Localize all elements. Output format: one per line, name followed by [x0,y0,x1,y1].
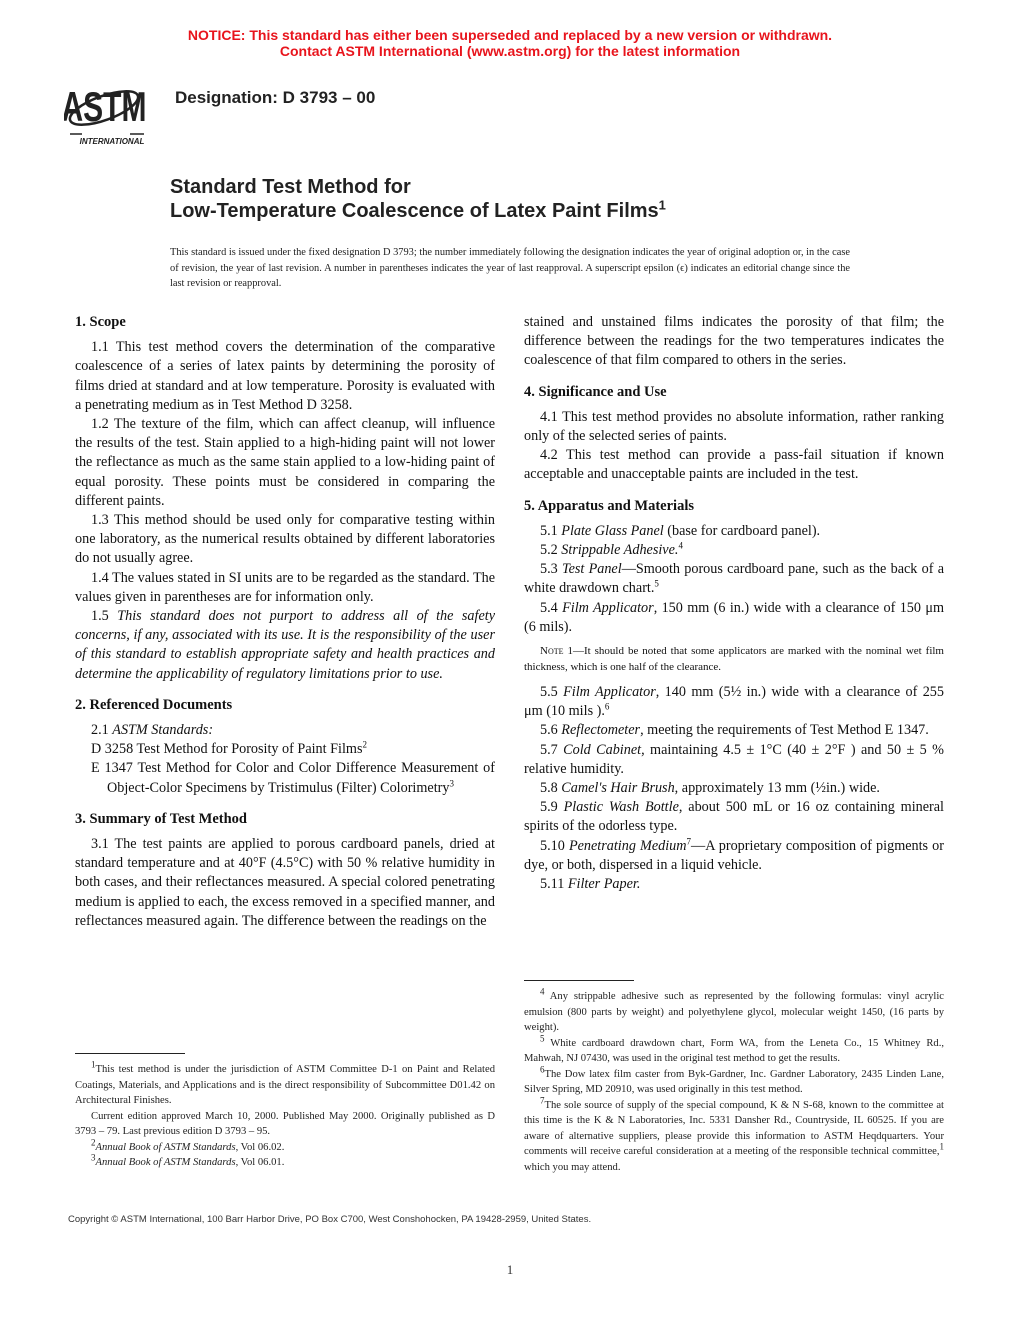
apparatus-5-6: 5.6 Reflectometer, meeting the requirements of Test Method E 1347. [540,722,929,739]
footnote-5: $^5$ White cardboard drawdown chart, Form WA, from the Leneta Co., 15 Whitney Rd., Mahwah, NJ 07430, was used in the original test method to get the results. [524,1032,944,1064]
paragraph-3-1: 3.1 The test paints are applied to porous cardboard panels, dried at standard temperature and at 40°F (4.5°C) with 50 % relative humidity in both cases, and their reflectances measured. A special colored penetrating medium is applied to each, the excess removed in a specified manner, and reflectances measured again. The difference between the readings on the [75,836,495,929]
apparatus-5-8: 5.8 Camel's Hair Brush, approximately 13 mm (½in.) wide. [540,780,880,797]
footnote-divider-right [524,980,634,981]
footnotes-right [524,986,944,1175]
svg-text:INTERNATIONAL: INTERNATIONAL [79,137,145,146]
footnote-3: $^3$Annual Book of ASTM Standards, Vol 06.01. [91,1152,285,1168]
paragraph-1-3: 1.3 This method should be used only for comparative testing within one laboratory, as the numerical results obtained by different laboratories do not usually agree. [75,512,495,567]
astm-international-logo-icon [64,76,160,148]
issued-statement: This standard is issued under the fixed designation D 3793; the number immediately following the designation indicates the year of original adoption or, in the case of revision, the year of last revision. A number in parentheses indicates the year of last reapproval. A superscript epsilon (ϵ) indicates an editorial change since the last revision or reapproval. [170,247,851,289]
section-heading-summary: 3. Summary of Test Method [75,810,247,827]
apparatus-5-9: 5.9 Plastic Wash Bottle, about 500 mL or 16 oz containing mineral spirits of the odorless type. [524,799,945,835]
section-heading-scope: 1. Scope [75,314,126,330]
paragraph-4-2: 4.2 This test method can provide a pass-fail situation if known acceptable and unacceptable paints are included in the test. [524,447,944,483]
paragraph-3-1-continued: stained and unstained films indicates the porosity of that film; the difference between the readings for the two temperatures indicates the coalescence of that film compared to others in the series. [524,314,944,369]
footnote-2: $^2$Annual Book of ASTM Standards, Vol 06.02. [91,1136,285,1153]
paragraph-1-5: 1.5 This standard does not purport to address all of the safety concerns, if any, associated with its use. It is the responsibility of the user of this standard to establish appropriate safety and health practices and determine the applicability of regulatory limitations prior to use. [75,608,495,682]
paragraph-1-4: 1.4 The values stated in SI units are to be regarded as the standard. The values given in parentheses are for information only. [75,569,495,605]
apparatus-5-3: 5.3 Test Panel—Smooth porous cardboard pane, such as the back of a white drawdown chart.$^5$ [524,561,944,597]
footnote-divider-left [75,1053,185,1054]
apparatus-5-2: 5.2 Strippable Adhesive.$^4$ [540,540,683,559]
apparatus-5-1: 5.1 Plate Glass Panel (base for cardboard panel). [540,522,821,539]
supersession-notice [0,27,1020,59]
section-heading-apparatus: 5. Apparatus and Materials [524,497,694,514]
paragraph-2-1: 2.1 ASTM Standards: [91,722,214,739]
footnote-7: $^7$The sole source of supply of the special compound, K & N S-68, known to the committee at this time is the K & N Laboratories, Inc. 5331 Dansher Rd., Countryside, IL 60525. If you are aware of alternative suppliers, please provide this information to ASTM Heqdquarters. Your comments will receive careful consideration at a meeting of the responsible technical committee,$^1$ which you may attend. [524,1094,944,1173]
apparatus-5-11: 5.11 Filter Paper. [540,876,641,893]
apparatus-5-7: 5.7 Cold Cabinet, maintaining 4.5 ± 1°C (40 ± 2°F ) and 50 ± 5 % relative humidity. [524,741,944,777]
paragraph-1-1: 1.1 This test method covers the determination of the comparative coalescence of a series of latex paints by determining the porosity of films dried at standard and at low temperature. Porosity is evaluated with a penetrating medium as in Test Method D 3258. [75,339,495,413]
title-line-2: Low-Temperature Coalescence of Latex Paint Films$^1$ [170,197,666,222]
title-line-1: Standard Test Method for [170,176,411,198]
reference-e1347: E 1347 Test Method for Color and Color Difference Measurement of Object-Color Specimens by Tristimulus (Filter) Colorimetry$^3$ [91,760,495,796]
left-column [75,313,495,931]
footnote-6: $^6$The Dow latex film caster from Byk-Gardner, Inc. Gardner Laboratory, 2435 Linden Lane, Silver Spring, MD 20910, was used originally in this test method. [524,1063,944,1095]
reference-d3258: D 3258 Test Method for Porosity of Paint Films$^2$ [91,739,367,758]
notice-line-1: NOTICE: This standard has either been superseded and replaced by a new version or withdrawn. [187,27,833,43]
page-number: 1 [506,1262,514,1277]
designation: Designation: D 3793 – 00 [175,88,376,107]
apparatus-5-10: 5.10 Penetrating Medium$^7$—A proprietary composition of pigments or dye, or both, dispersed in a liquid vehicle. [524,835,944,873]
paragraph-4-1: 4.1 This test method provides no absolute information, rather ranking only of the selected series of paints. [524,408,944,445]
apparatus-5-4: 5.4 Film Applicator, 150 mm (6 in.) wide with a clearance of 150 μm (6 mils). [524,599,944,635]
paragraph-1-2: 1.2 The texture of the film, which can affect cleanup, will influence the results of the test. Stain applied to a high-hiding paint will not lower the reflectance as much as the same stain applied to a low-hiding paint of equal porosity. These points must be considered in comparing the different paints. [75,416,495,509]
footnote-4: $^4$ Any strippable adhesive such as represented by the following formulas: vinyl acrylic emulsion (800 parts by weight) and polyethylene glycol, molecular weight 1450, (16 parts by weight). [524,986,944,1033]
right-column [524,313,944,894]
footnotes-left [75,1059,495,1171]
document-title [170,175,666,223]
edition-note: Current edition approved March 10, 2000. Published May 2000. Originally published as D 3793 – 79. Last previous edition D 3793 – 95. [75,1110,495,1137]
section-heading-referenced: 2. Referenced Documents [75,696,233,713]
footnote-1: $^1$This test method is under the jurisdiction of ASTM Committee D-1 on Paint and Related Coatings, Materials, and Applications and is the direct responsibility of Subcommittee D01.42 on Architectural Finishes. [75,1059,495,1106]
title-footnote-mark[interactable]: 1 [658,197,666,213]
note-1: Note 1—It should be noted that some applicators are marked with the nominal wet film thickness, which is one half of the clearance. [524,645,944,674]
section-heading-significance: 4. Significance and Use [524,383,667,400]
copyright-notice: Copyright © ASTM International, 100 Barr Harbor Drive, PO Box C700, West Conshohocken, PA 19428-2959, United States. [68,1214,592,1225]
notice-line-2: Contact ASTM International (www.astm.org) for the latest information [279,43,741,59]
apparatus-5-5: 5.5 Film Applicator, 140 mm (5½ in.) wide with a clearance of 255 μm (10 mils ).$^6$ [524,684,944,720]
svg-text:ASTM: ASTM [64,82,147,131]
